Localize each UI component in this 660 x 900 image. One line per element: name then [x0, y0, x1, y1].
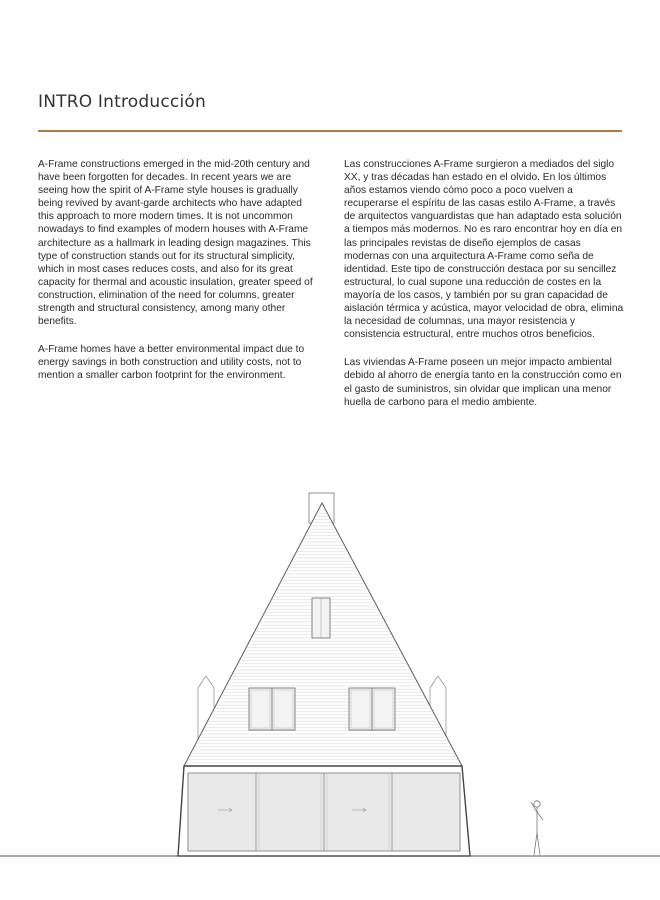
title-es: Introducción: [97, 92, 206, 112]
title-en: INTRO: [38, 92, 93, 112]
english-paragraph-2: A-Frame homes have a better environmental impact due to energy savings in both construction and utility costs, not to mention a smaller carbon footprint for the environment.: [38, 344, 305, 382]
spanish-column: [344, 158, 626, 424]
page-title: [38, 92, 206, 112]
english-paragraph-1: A-Frame constructions emerged in the mid-20th century and have been forgotten for decades. In recent years we are seeing how the spirit of A-Frame style houses is gradually being revived by avant-garde architects who have adapted this approach to more modern times. It is not uncommon nowadays to find examples of modern houses with A-Frame architecture as a hallmark in leading design magazines. This type of construction stands out for its structural simplicity, which in most cases reduces costs, and also for its great capacity for thermal and acoustic insulation, greater speed of construction, elimination of the need for columns, greater strength and structural consistency, among many other benefits.: [38, 159, 313, 328]
house-elevation-drawing: [0, 488, 660, 900]
english-column: [38, 158, 313, 398]
spanish-paragraph-1: Las construcciones A-Frame surgieron a mediados del siglo XX, y tras décadas han estado en el olvido. En los últimos años estamos viendo cómo poco a poco vuelven a recuperarse el espíritu de las casas estilo A-Frame, a través de arquitectos vanguardistas que han adaptado esta solución a tiempos más modernos. No es raro encontrar hoy en día en las principales revistas de diseño ejemplos de casas modernas con una arquitectura A-Frame como seña de identidad. Este tipo de construcción destaca por su sencillez estructural, lo cual supone una reducción de costes en la mayoría de los casos, y también por su gran capacidad de aislación térmica y acústica, mayor velocidad de obra, elimina la necesidad de columnas, una mayor resistencia y consistencia estructural, entre muchos otros beneficios.: [344, 159, 624, 341]
ground-floor: [178, 766, 470, 856]
title-divider: [38, 130, 622, 132]
human-scale-figure: [531, 801, 543, 855]
spanish-paragraph-2: Las viviendas A-Frame poseen un mejor impacto ambiental debido al ahorro de energía tanto en la construcción como en el gasto de suministros, sin olvidar que implican una menor huella de carbono para el medio ambiente.: [344, 357, 622, 408]
